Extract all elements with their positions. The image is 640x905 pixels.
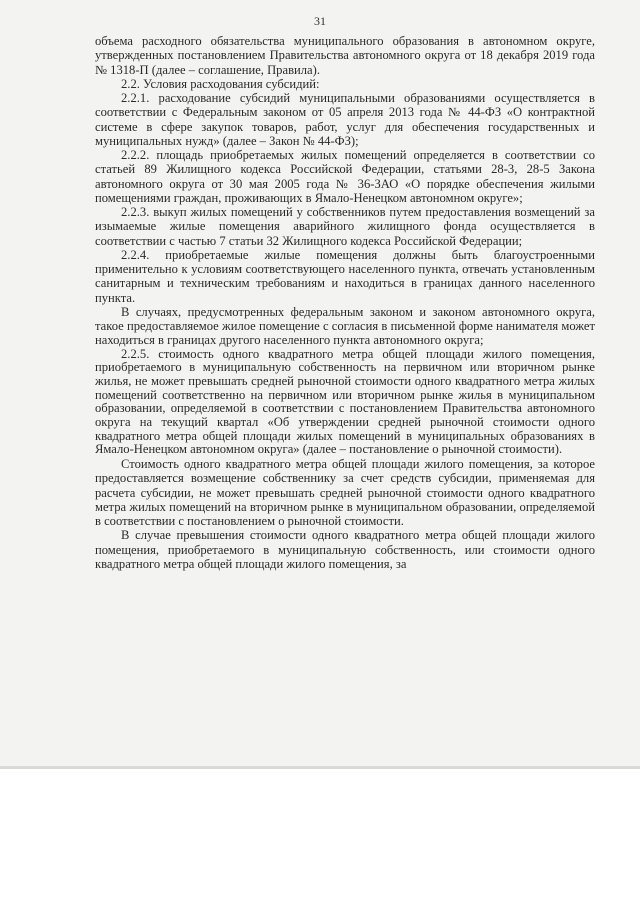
paragraph-exceptions: В случаях, предусмотренных федеральным законом и законом автономного округа, такое предоставляемое жилое помещение с согласия в письменной форме нанимателя может находиться в границах другого населенного пункта автономного округа; <box>95 304 595 348</box>
paragraph-2-2-2: 2.2.2. площадь приобретаемых жилых помещений определяется в соответствии со статьей 89 Жилищного кодекса Российской Федерации, статьями 28-3, 28-5 Закона автономного округа от 30 мая 2005 года № 36-ЗАО «О порядке обеспечения жилыми помещениями граждан, проживающих в Ямало-Ненецком автономном округе»; <box>95 148 595 205</box>
page-number: 31 <box>314 14 326 28</box>
paragraph-2-2-1: 2.2.1. расходование субсидий муниципальными образованиями осуществляется в соответствии с Федеральным законом от 05 апреля 2013 года № 44-ФЗ «О контрактной системе в сфере закупок товаров, работ, услуг для обеспечения государственных и муниципальных нужд» (далее – Закон № 44-ФЗ); <box>95 91 595 148</box>
paragraph-continuation: объема расходного обязательства муниципального образования в автономном округе, утвержденных постановлением Правительства автономного округа от 18 декабря 2019 года № 1318-П (далее – соглашение, Правила). <box>95 34 595 77</box>
paragraph-2-2-3: 2.2.3. выкуп жилых помещений у собственников путем предоставления возмещений за изымаемые жилые помещения аварийного жилищного фонда осуществляется в соответствии с частью 7 статьи 32 Жилищного кодекса Российской Федерации; <box>95 205 595 248</box>
paragraph-2-2-5: 2.2.5. стоимость одного квадратного метра общей площади жилого помещения, приобретаемого в муниципальную собственность на первичном или вторичном рынке жилья, не может превышать средней рыночной стоимости одного квадратного метра жилых помещений соответственно на первичном или вторичном рынке жилья в муниципальном образовании, определяемой в соответствии с постановлением Правительства автономного округа на текущий квартал «Об утверждении средней рыночной стоимости одного квадратного метра общей площади жилых помещений в муниципальных образованиях в Ямало-Ненецком автономном округа» (далее – постановление о рыночной стоимости). <box>95 346 595 457</box>
document-body <box>95 34 595 571</box>
paragraph-2-2-4: 2.2.4. приобретаемые жилые помещения должны быть благоустроенными применительно к условиям соответствующего населенного пункта, отвечать установленным санитарным и техническим требованиям и находиться в границах данного населенного пункта. <box>95 247 595 305</box>
paragraph-compensation-cost: Стоимость одного квадратного метра общей площади жилого помещения, за которое предоставляется возмещение собственнику за счет средств субсидии, применяемая для расчета субсидии, не может превышать средней рыночной стоимости одного квадратного метра жилых помещений на вторичном рынке в муниципальном образовании, определяемой в соответствии с постановлением о рыночной стоимости. <box>95 457 595 529</box>
paragraph-2-2: 2.2. Условия расходования субсидий: <box>121 76 320 91</box>
paragraph-excess-cost: В случае превышения стоимости одного квадратного метра общей площади жилого помещения, приобретаемого в муниципальную собственность, или стоимости одного квадратного метра общей площади жилого помещения, за <box>95 528 595 571</box>
scan-edge-divider <box>0 766 640 769</box>
